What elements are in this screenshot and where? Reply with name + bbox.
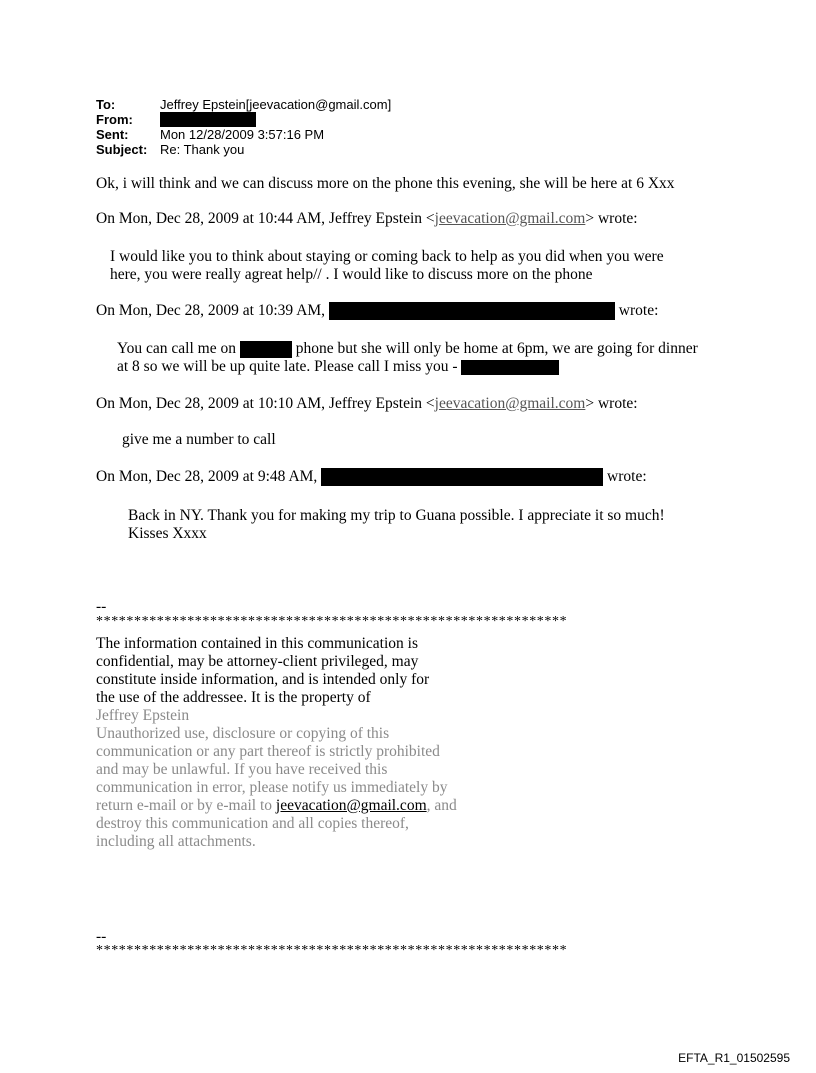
quote2-line1: You can call me on phone but she will only be home at 6pm, we are going for dinner bbox=[117, 340, 698, 357]
quote4-sender-redaction bbox=[321, 468, 603, 486]
disclaimer-stars: ************************************************************** bbox=[96, 614, 568, 629]
subject-label: Subject: bbox=[96, 142, 148, 157]
to-value: Jeffrey Epstein[jeevacation@gmail.com] bbox=[160, 97, 392, 112]
quote2-sender-redaction bbox=[329, 302, 615, 320]
quote4-attribution: On Mon, Dec 28, 2009 at 9:48 AM, wrote: bbox=[96, 468, 647, 485]
disclaimer-gray-2: Unauthorized use, disclosure or copying of this bbox=[96, 725, 390, 742]
footer-stars: ************************************************************** bbox=[96, 943, 568, 958]
quote1-attribution: On Mon, Dec 28, 2009 at 10:44 AM, Jeffrey Epstein <jeevacation@gmail.com> wrote: bbox=[96, 210, 638, 227]
quote1-line1: I would like you to think about staying or coming back to help as you did when you were bbox=[110, 248, 664, 265]
quote3-attribution: On Mon, Dec 28, 2009 at 10:10 AM, Jeffrey Epstein <jeevacation@gmail.com> wrote: bbox=[96, 395, 638, 412]
document-id: EFTA_R1_01502595 bbox=[678, 1051, 790, 1065]
from-label: From: bbox=[96, 112, 133, 127]
quote1-email-link[interactable]: jeevacation@gmail.com bbox=[434, 210, 586, 227]
disclaimer-line-3: constitute inside information, and is intended only for bbox=[96, 671, 430, 688]
disclaimer-gray-3: communication or any part thereof is strictly prohibited bbox=[96, 743, 440, 760]
quote4-line2: Kisses Xxxx bbox=[128, 525, 207, 542]
from-redaction bbox=[160, 112, 256, 127]
subject-value: Re: Thank you bbox=[160, 142, 245, 157]
signature-redaction bbox=[461, 360, 559, 375]
to-label: To: bbox=[96, 97, 116, 112]
footer-dashes: -- bbox=[96, 928, 107, 945]
disclaimer-gray-5: communication in error, please notify us immediately by bbox=[96, 779, 448, 796]
sent-value: Mon 12/28/2009 3:57:16 PM bbox=[160, 127, 325, 142]
reply-text: Ok, i will think and we can discuss more on the phone this evening, she will be here at 6 Xxx bbox=[96, 175, 675, 192]
disclaimer-line-1: The information contained in this communication is bbox=[96, 635, 418, 652]
disclaimer-dashes: -- bbox=[96, 598, 107, 615]
quote3-email-link[interactable]: jeevacation@gmail.com bbox=[434, 395, 586, 412]
disclaimer-gray-6: destroy this communication and all copies thereof, bbox=[96, 815, 409, 832]
quote2-attribution: On Mon, Dec 28, 2009 at 10:39 AM, wrote: bbox=[96, 302, 659, 319]
quote4-line1: Back in NY. Thank you for making my trip to Guana possible. I appreciate it so much! bbox=[128, 507, 665, 524]
disclaimer-gray-7: including all attachments. bbox=[96, 833, 256, 850]
disclaimer-gray-1: Jeffrey Epstein bbox=[96, 707, 190, 724]
disclaimer-return-line: return e-mail or by e-mail to jeevacation@gmail.com, and bbox=[96, 797, 457, 814]
disclaimer-email-link[interactable]: jeevacation@gmail.com bbox=[275, 797, 427, 814]
phone-redaction bbox=[240, 341, 292, 358]
disclaimer-line-4: the use of the addressee. It is the property of bbox=[96, 689, 371, 706]
quote2-line2: at 8 so we will be up quite late. Please call I miss you - bbox=[117, 358, 559, 376]
sent-label: Sent: bbox=[96, 127, 129, 142]
quote1-line2: here, you were really agreat help// . I would like to discuss more on the phone bbox=[110, 266, 593, 283]
disclaimer-gray-4: and may be unlawful. If you have received this bbox=[96, 761, 388, 778]
disclaimer-line-2: confidential, may be attorney-client privileged, may bbox=[96, 653, 419, 670]
quote3-line1: give me a number to call bbox=[122, 431, 276, 448]
